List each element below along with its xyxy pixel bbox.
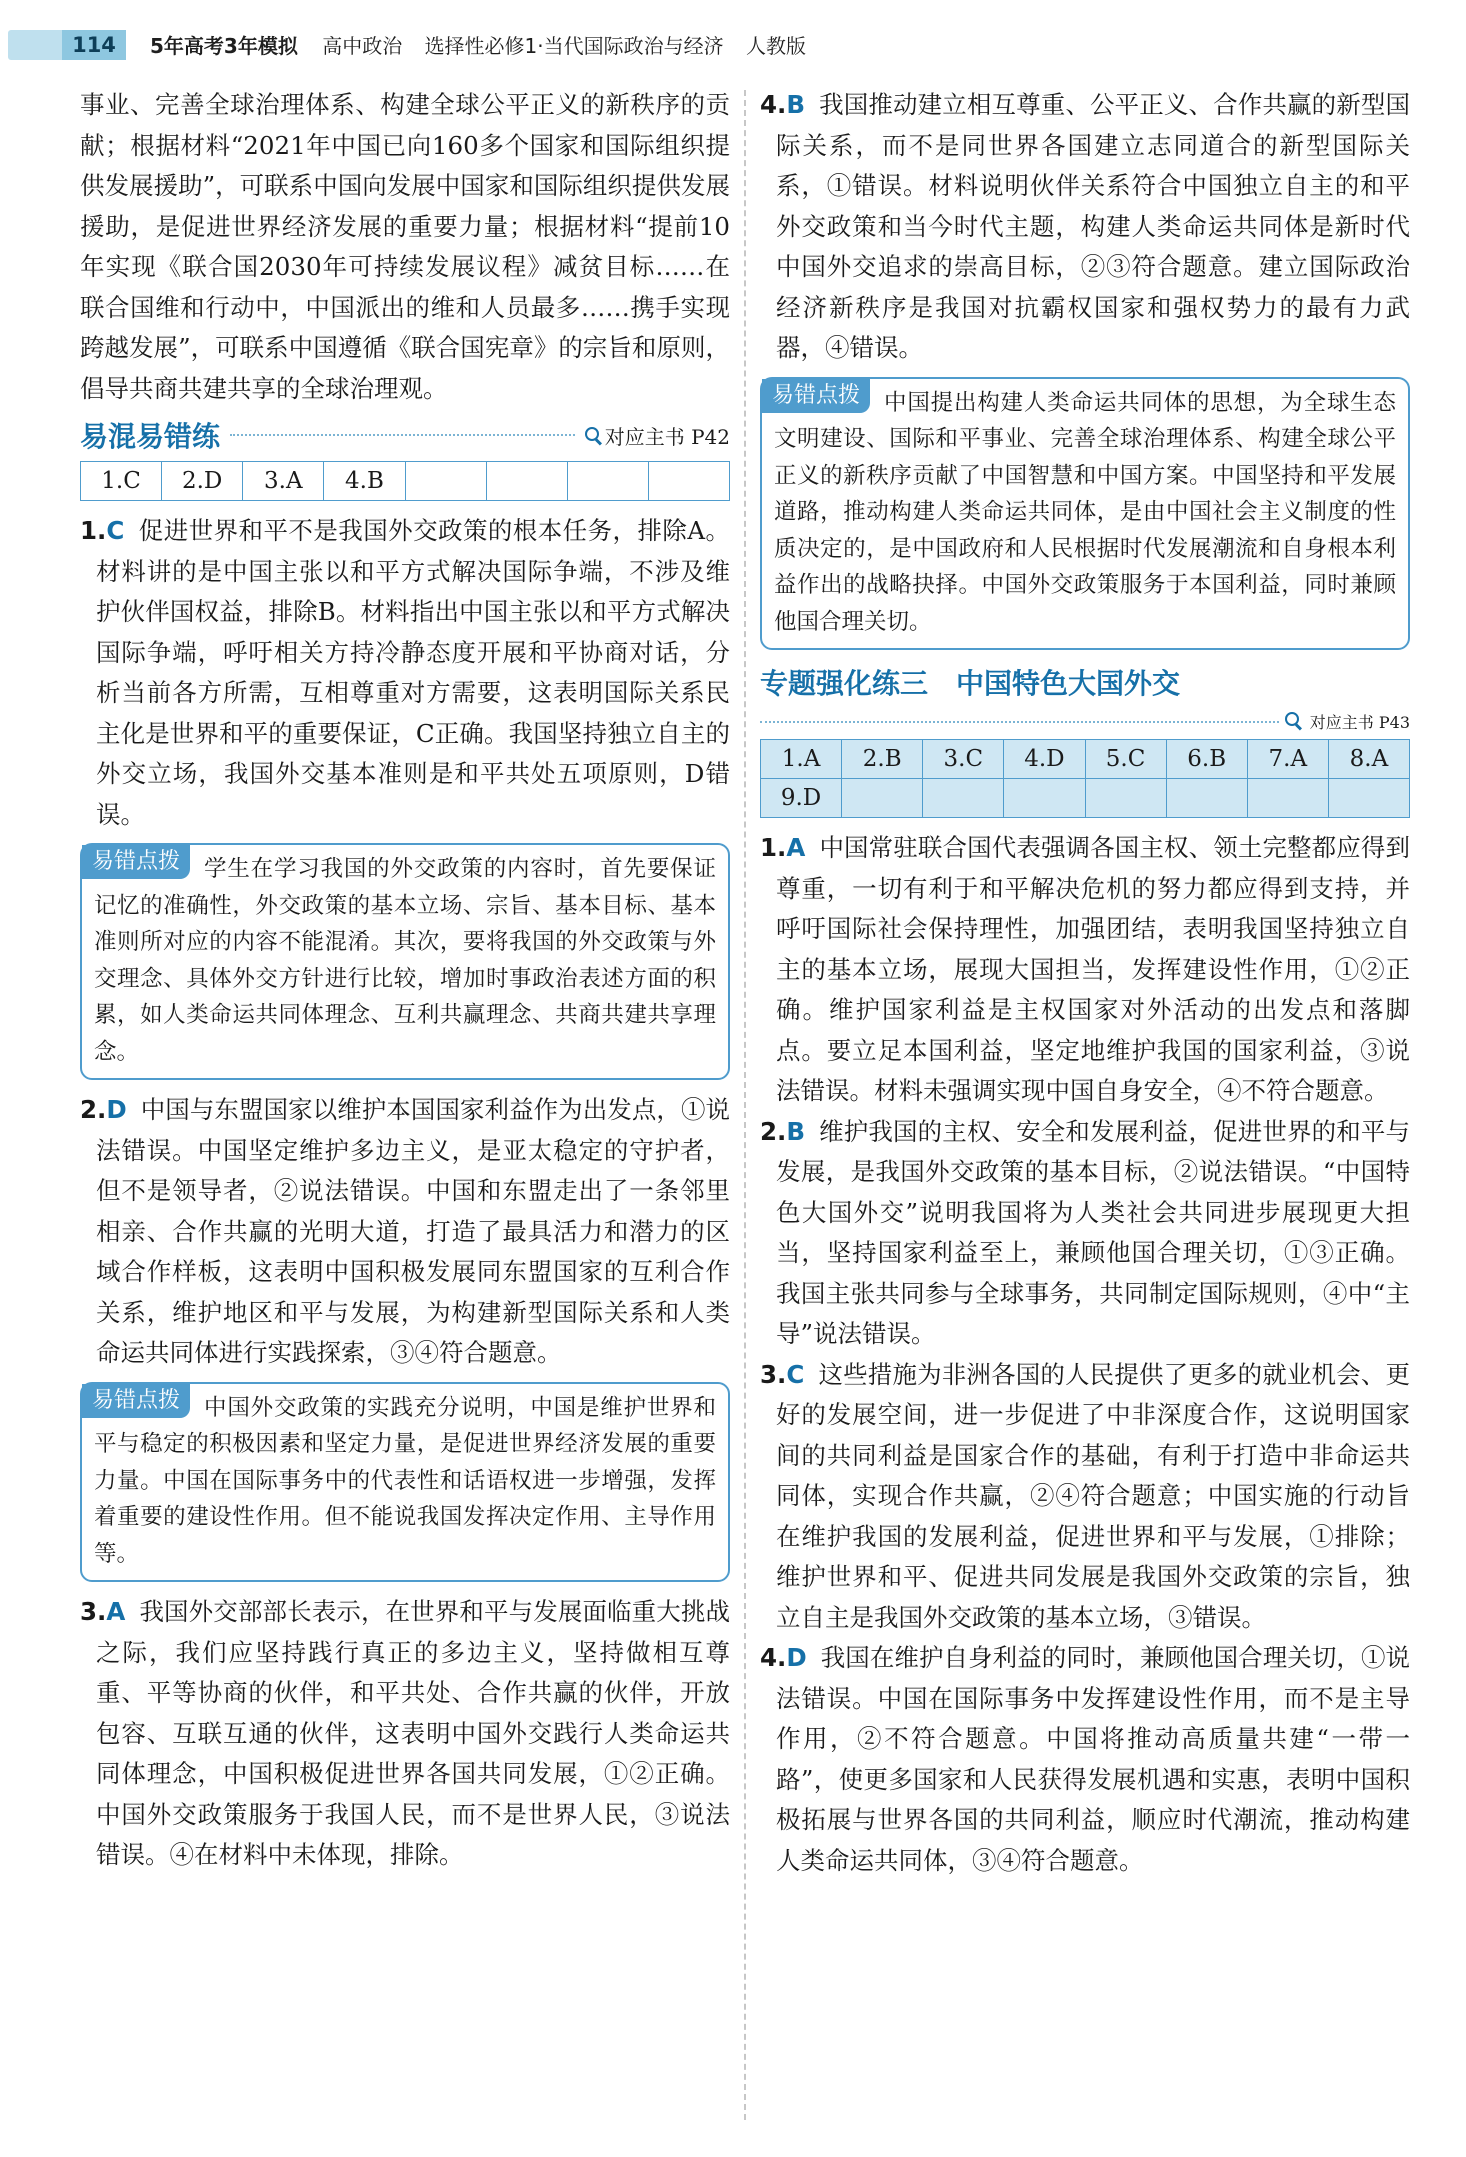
dotted-rule [230,434,575,436]
answer-letter: D [786,1643,807,1672]
right-column [760,85,1410,1881]
book-reference[interactable] [1285,710,1410,733]
tip-text: 学生在学习我国的外交政策的内容时，首先要保证记忆的准确性，外交政策的基本立场、宗旨、基本目标、基本准则所对应的内容不能混淆。其次，要将我国的外交政策与外交理念、具体外交方针进行比较，增加时事政治表述方面的积累，如人类命运共同体理念、互利共赢理念、共商共建共享理念。 [94,856,716,1065]
table-cell: 5.C [1085,740,1166,779]
tip-label: 易错点拨 [82,845,190,879]
answer-letter: D [106,1095,127,1124]
answer-item [760,1112,1410,1355]
column-divider [744,90,746,2120]
answer-table [80,461,730,501]
answer-number: 1. [80,516,107,545]
table-cell: 9.D [761,779,842,818]
table-cell [1085,779,1166,818]
tip-text: 中国提出构建人类命运共同体的思想，为全球生态文明建设、国际和平事业、完善全球治理体系、构建全球公平正义的新秩序贡献了中国智慧和中国方案。中国坚持和平发展道路，推动构建人类命运共同体，是由中国社会主义制度的性质决定的，是中国政府和人民根据时代发展潮流和自身根本利益作出的战略抉择。中国外交政策服务于本国利益，同时兼顾他国合理关切。 [774,389,1396,635]
table-cell [923,779,1004,818]
section-title: 易混易错练 [80,420,221,453]
section-header-left [80,415,730,455]
search-icon [585,427,601,443]
table-cell: 4.B [324,462,405,501]
answer-number: 4. [760,1643,787,1672]
answer-explanation: 我国在维护自身利益的同时，兼顾他国合理关切，①说法错误。中国在国际事务中发挥建设性作用，而不是主导作用，②不符合题意。中国将推动高质量共建“一带一路”，使更多国家和人民获得发展机遇和实惠，表明中国积极拓展与世界各国的共同利益，顺应时代潮流，推动构建人类命运共同体，③④符合题意。 [776,1643,1410,1875]
answer-item [760,85,1410,369]
tip-label: 易错点拨 [762,379,870,413]
answer-letter: C [786,1359,805,1389]
table-cell [1166,779,1247,818]
tip-text: 中国外交政策的实践充分说明，中国是维护世界和平与稳定的积极因素和坚定力量，是促进世界经济发展的重要力量。中国在国际事务中的代表性和话语权进一步增强，发挥着重要的建设性作用。但不能说我国发挥决定作用、主导作用等。 [94,1394,716,1567]
book-name: 选择性必修1·当代国际政治与经济 [424,34,724,58]
table-cell: 6.B [1166,740,1247,779]
table-cell [842,779,923,818]
table-row [81,462,730,501]
page-header [0,0,1466,90]
answer-item [80,511,730,835]
table-cell [1247,779,1328,818]
answer-item [80,1592,730,1876]
edition-name: 人教版 [746,34,807,58]
subject-name: 高中政治 [322,34,403,58]
tip-box [760,377,1410,651]
answer-number: 1. [760,833,787,862]
answer-explanation: 我国推动建立相互尊重、公平正义、合作共赢的新型国际关系，而不是同世界各国建立志同道合的新型国际关系，①错误。材料说明伙伴关系符合中国独立自主的和平外交政策和当今时代主题，构建人类命运共同体是新时代中国外交追求的崇高目标，②③符合题意。建立国际政治经济新秩序是我国对抗霸权国家和强权势力的最有力武器，④错误。 [776,90,1410,362]
table-row [761,779,1410,818]
running-header [150,30,822,60]
section-title: 专题强化练三 中国特色大国外交 [760,667,1181,700]
table-cell: 7.A [1247,740,1328,779]
table-cell: 1.A [761,740,842,779]
answer-explanation: 我国外交部部长表示，在世界和平与发展面临重大挑战之际，我们应坚持践行真正的多边主义，坚持做相互尊重、平等协商的伙伴，和平共处、合作共赢的伙伴，开放包容、互联互通的伙伴，这表明中国外交践行人类命运共同体理念，中国积极促进世界各国共同发展，①②正确。中国外交政策服务于我国人民，而不是世界人民，③说法错误。④在材料中未体现，排除。 [96,1597,730,1869]
table-cell [648,462,729,501]
tip-label: 易错点拨 [82,1384,190,1418]
answer-item [80,1090,730,1374]
table-cell [1004,779,1085,818]
book-reference-text: 对应主书 P43 [1309,713,1410,732]
answer-explanation: 中国常驻联合国代表强调各国主权、领土完整都应得到尊重，一切有利于和平解决危机的努力都应得到支持，并呼吁国际社会保持理性，加强团结，表明我国坚持独立自主的基本立场，展现大国担当，发挥建设性作用，①②正确。维护国家利益是主权国家对外活动的出发点和落脚点。要立足本国利益，坚定地维护我国的国家利益，③说法错误。材料未强调实现中国自身安全，④不符合题意。 [776,833,1410,1105]
table-cell [405,462,486,501]
answer-item [760,1638,1410,1881]
answer-explanation: 促进世界和平不是我国外交政策的根本任务，排除A。材料讲的是中国主张以和平方式解决国际争端，不涉及维护伙伴国权益，排除B。材料指出中国主张以和平方式解决国际争端，呼吁相关方持冷静态度开展和平协商对话，分析当前各方所需，互相尊重对方需要，这表明国际关系民主化是世界和平的重要保证，C正确。我国坚持独立自主的外交立场，我国外交基本准则是和平共处五项原则，D错误。 [96,516,730,829]
table-cell: 2.B [842,740,923,779]
table-cell: 4.D [1004,740,1085,779]
table-cell [486,462,567,501]
tip-box [80,1382,730,1583]
answer-letter: A [786,833,806,862]
answer-number: 3. [80,1597,107,1626]
table-cell: 2.D [162,462,243,501]
intro-paragraph: 事业、完善全球治理体系、构建全球公平正义的新秩序的贡献；根据材料“2021年中国已向160多个国家和国际组织提供发展援助”，可联系中国向发展中国家和国际组织提供发展援助，是促进世界经济发展的重要力量；根据材料“提前10年实现《联合国2030年可持续发展议程》减贫目标……在联合国维和行动中，中国派出的维和人员最多……携手实现跨越发展”，可联系中国遵循《联合国宪章》的宗旨和原则，倡导共商共建共享的全球治理观。 [80,90,730,403]
table-cell [567,462,648,501]
answer-number: 4. [760,90,787,119]
table-cell: 3.A [243,462,324,501]
answer-explanation: 这些措施为非洲各国的人民提供了更多的就业机会、更好的发展空间，进一步促进了中非深度合作，这说明国家间的共同利益是国家合作的基础，有利于打造中非命运共同体，实现合作共赢，②④符合题意；中国实施的行动旨在维护我国的发展利益，促进世界和平与发展，①排除；维护世界和平、促进共同发展是我国外交政策的宗旨，独立自主是我国外交政策的基本立场，③错误。 [776,1359,1410,1632]
section-header-right [760,662,1410,733]
book-reference[interactable] [585,421,730,450]
answer-letter: B [786,1116,806,1146]
answer-letter: C [106,516,125,545]
table-row [761,740,1410,779]
dotted-rule [760,721,1279,723]
search-icon [1285,712,1301,728]
section-ref-row [760,710,1410,733]
answer-letter: A [106,1597,126,1626]
table-cell: 1.C [81,462,162,501]
answer-number: 3. [760,1359,787,1389]
tip-box [80,843,730,1080]
answer-letter: B [786,90,806,119]
answer-number: 2. [80,1095,107,1124]
answer-explanation: 维护我国的主权、安全和发展利益，促进世界的和平与发展，是我国外交政策的基本目标，②说法错误。“中国特色大国外交”说明我国将为人类社会共同进步展现更大担当，坚持国家利益至上，兼顾他国合理关切，①③正确。我国主张共同参与全球事务，共同制定国际规则，④中“主导”说法错误。 [776,1116,1410,1348]
table-cell [1328,779,1409,818]
table-cell: 3.C [923,740,1004,779]
answer-table [760,739,1410,818]
left-column [80,85,730,1876]
brand-name: 5年高考3年模拟 [150,34,298,58]
table-cell: 8.A [1328,740,1409,779]
answer-explanation: 中国与东盟国家以维护本国国家利益作为出发点，①说法错误。中国坚定维护多边主义，是亚太稳定的守护者，但不是领导者，②说法错误。中国和东盟走出了一条邻里相亲、合作共赢的光明大道，打造了最具活力和潜力的区域合作样板，这表明中国积极发展同东盟国家的互利合作关系，维护地区和平与发展，为构建新型国际关系和人类命运共同体进行实践探索，③④符合题意。 [96,1095,730,1367]
answer-item [760,1355,1410,1639]
book-reference-text: 对应主书 P42 [604,424,730,449]
page-number: 114 [62,30,126,60]
answer-item [760,828,1410,1112]
answer-number: 2. [760,1116,787,1146]
